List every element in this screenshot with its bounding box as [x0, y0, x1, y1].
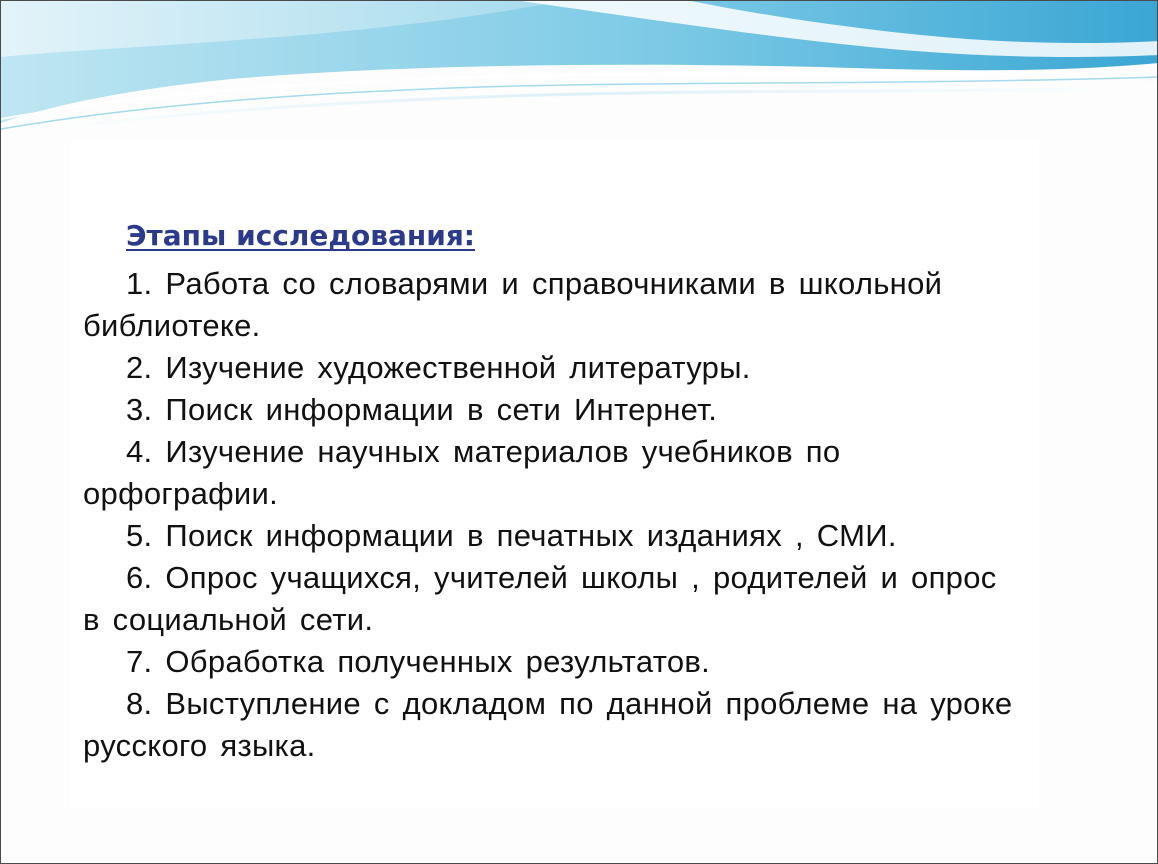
list-item: 4. Изучение научных материалов учебников по орфографии.: [83, 434, 841, 511]
list-item: 6. Опрос учащихся, учителей школы , родителей и опрос в социальной сети.: [83, 560, 997, 637]
list-item: 8. Выступление с докладом по данной проблеме на уроке русского языка.: [83, 686, 1013, 763]
list-item: 1. Работа со словарями и справочниками в школьной библиотеке.: [83, 266, 943, 343]
list-item: 5. Поиск информации в печатных изданиях , СМИ.: [126, 518, 897, 553]
list-item: 3. Поиск информации в сети Интернет.: [126, 392, 718, 427]
slide-title: Этапы исследования:: [126, 219, 476, 252]
decorative-wave-banner: [1, 1, 1158, 141]
list-item: 7. Обработка полученных результатов.: [126, 644, 711, 679]
list-item: 2. Изучение художественной литературы.: [126, 350, 751, 385]
stages-list: [83, 263, 1013, 767]
